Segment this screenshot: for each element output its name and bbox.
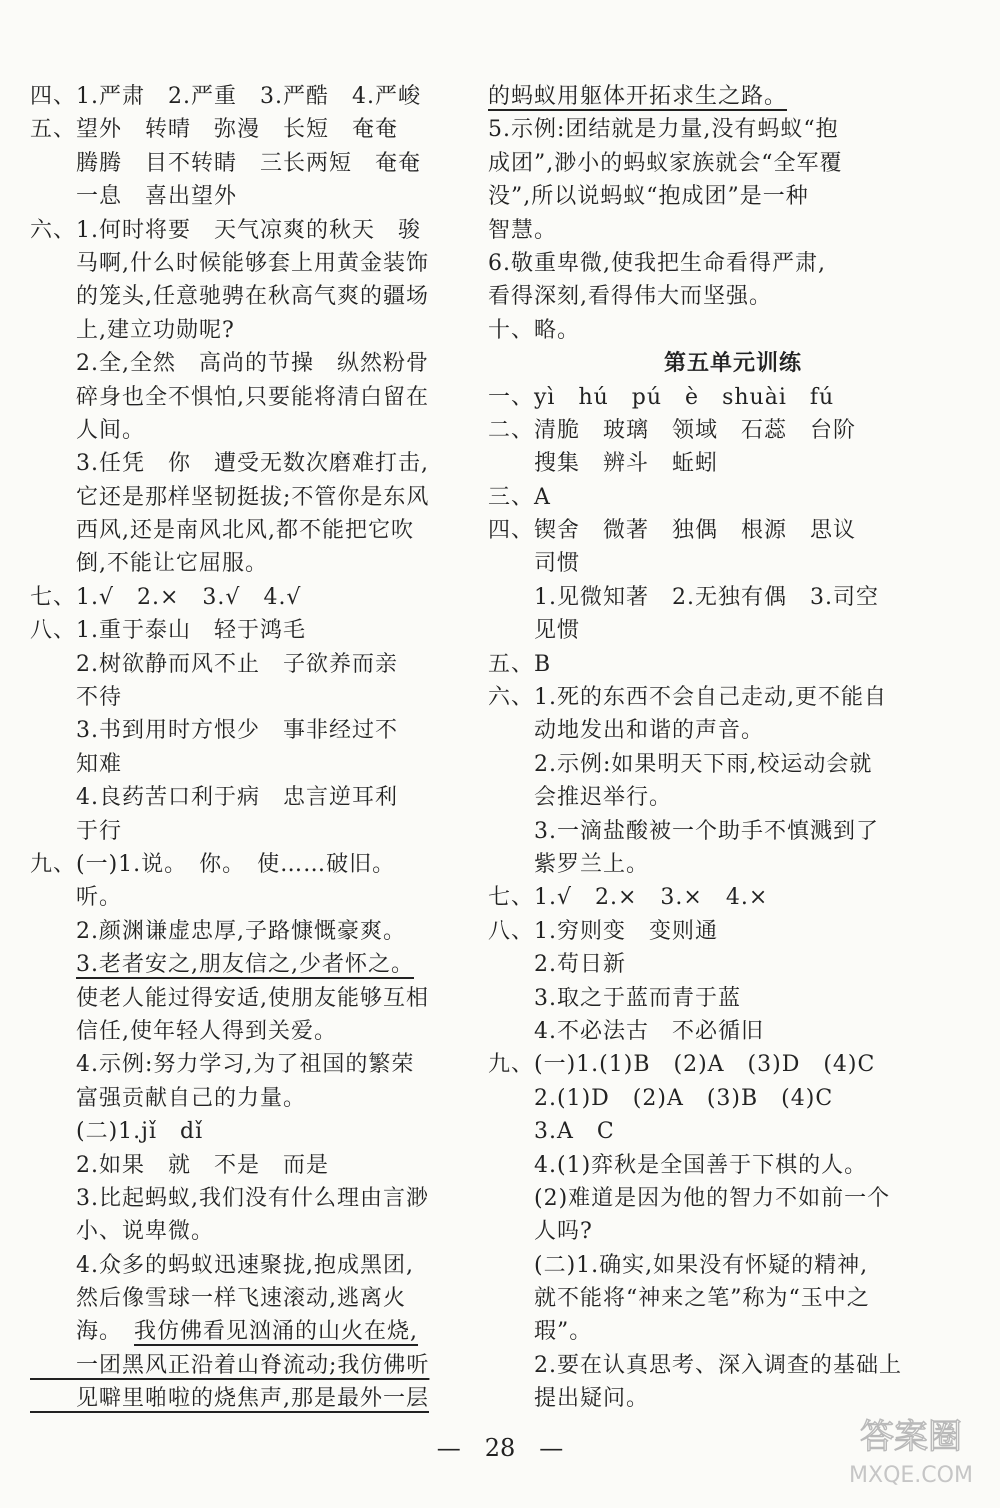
answer-text: 看得深刻,看得伟大而坚强。 <box>488 284 772 310</box>
underlined-text: 的蚂蚁用躯体开拓求生之路。 <box>488 84 788 109</box>
answer-text: (2)难道是因为他的智力不如前一个 <box>488 1185 891 1211</box>
answer-text: (二)1.确实,如果没有怀疑的精神, <box>488 1252 869 1278</box>
answer-text: 四、1.严肃 2.严重 3.严酷 4.严峻 <box>30 84 421 109</box>
answer-line <box>30 1382 475 1415</box>
answer-text: 6.敬重卑微,使我把生命看得严肃, <box>488 250 826 276</box>
answer-text: 十、略。 <box>488 317 581 343</box>
answer-line <box>488 748 978 781</box>
answer-text: 3.一滴盐酸被一个助手不慎溅到了 <box>488 818 879 844</box>
answer-text: 2.示例:如果明天下雨,校运动会就 <box>488 751 873 777</box>
answer-text: 七、1.√ 2.× 3.√ 4.√ <box>30 584 302 610</box>
answer-text: 会推迟举行。 <box>488 785 673 811</box>
answer-text: 二、清脆 玻璃 领域 石蕊 台阶 <box>488 417 857 443</box>
answer-line <box>488 681 978 714</box>
answer-line <box>488 714 978 747</box>
answer-text: 于行 <box>30 818 123 844</box>
answer-line <box>30 815 475 848</box>
answer-line <box>30 1115 475 1148</box>
underlined-text: 3.老者安之,朋友信之,少者怀之。 <box>76 952 414 978</box>
answer-text: 5.示例:团结就是力量,没有蚂蚁“抱 <box>488 117 839 143</box>
answer-line <box>30 381 475 414</box>
answer-line <box>488 280 978 313</box>
answer-line <box>488 80 978 113</box>
answer-line <box>30 180 475 213</box>
answer-line <box>30 581 475 614</box>
answer-text: 搜集 辨斗 蚯蚓 <box>488 451 719 477</box>
answer-line <box>30 982 475 1015</box>
answer-text: 信任,使年轻人得到关爱。 <box>30 1018 337 1044</box>
answer-line <box>488 1082 978 1115</box>
answer-text: 不待 <box>30 685 123 711</box>
answer-line <box>30 1215 475 1248</box>
answer-line <box>488 1249 978 1282</box>
answer-line <box>488 247 978 280</box>
answer-text: 三、A <box>488 484 551 510</box>
answer-text: 然后像雪球一样飞速滚动,逃离火 <box>30 1286 406 1312</box>
answer-text: 3.比起蚂蚁,我们没有什么理由言渺 <box>30 1185 429 1211</box>
answer-line <box>30 1249 475 1282</box>
answer-line <box>488 1282 978 1315</box>
answer-line <box>30 1015 475 1048</box>
answer-text <box>30 952 76 977</box>
answer-line <box>488 614 978 647</box>
answer-text: 2.颜渊谦虚忠厚,子路慷慨豪爽。 <box>30 918 406 944</box>
answer-line <box>488 1115 978 1148</box>
answer-text: 2.(1)D (2)A (3)B (4)C <box>488 1085 834 1111</box>
answer-text: 2.苟日新 <box>488 952 626 978</box>
underlined-text: 我仿佛看见汹涌的山火在烧, <box>134 1319 419 1345</box>
answer-line <box>30 881 475 914</box>
answer-text: 听。 <box>30 885 123 911</box>
answer-line <box>488 381 978 414</box>
answer-line <box>488 881 978 914</box>
answer-line <box>30 347 475 380</box>
svg-text:答案圈: 答案圈 <box>860 1417 962 1457</box>
answer-line <box>30 848 475 881</box>
answer-line <box>30 1082 475 1115</box>
answer-text: 3.任凭 你 遭受无数次磨难打击, <box>30 451 429 477</box>
answer-text: 使老人能过得安适,使朋友能够互相 <box>30 985 429 1011</box>
answer-text: 的笼头,任意驰骋在秋高气爽的疆场 <box>30 284 429 310</box>
answer-text: 五、望外 转晴 弥漫 长短 奄奄 <box>30 117 399 143</box>
answer-text: 提出疑问。 <box>488 1386 650 1412</box>
answer-text: 知难 <box>30 751 123 777</box>
answer-text: 3.A C <box>488 1119 615 1145</box>
answer-line <box>488 781 978 814</box>
answer-text: 六、1.何时将要 天气凉爽的秋天 骏 <box>30 217 421 243</box>
answer-line <box>30 280 475 313</box>
answer-line <box>488 180 978 213</box>
underlined-text: 一团黑风正沿着山脊流动;我仿佛听 <box>30 1352 430 1378</box>
answer-line <box>488 982 978 1015</box>
answer-line <box>488 547 978 580</box>
answer-text: 七、1.√ 2.× 3.× 4.× <box>488 885 769 911</box>
answer-line <box>488 915 978 948</box>
answer-text: 四、锲舍 微著 独偶 根源 思议 <box>488 518 857 544</box>
answer-line <box>30 714 475 747</box>
answer-text: 2.全,全然 高尚的节操 纵然粉骨 <box>30 351 429 377</box>
answer-line <box>488 1315 978 1348</box>
answer-line <box>488 1215 978 1248</box>
answer-line <box>30 614 475 647</box>
answer-line <box>488 1182 978 1215</box>
answer-text: 上,建立功勋呢? <box>30 317 235 343</box>
answer-line <box>30 414 475 447</box>
answer-text: 海。 <box>30 1319 135 1345</box>
answer-line <box>30 113 475 146</box>
answer-line <box>488 1149 978 1182</box>
answer-line <box>488 414 978 447</box>
answer-text: 成团”,渺小的蚂蚁家族就会“全军覆 <box>488 150 843 176</box>
answer-line <box>30 948 475 981</box>
answer-text: 人吗? <box>488 1219 593 1245</box>
answer-line <box>488 1015 978 1048</box>
answer-text: 它还是那样坚韧挺拔;不管你是东风 <box>30 484 430 510</box>
svg-text:MXQE.COM: MXQE.COM <box>849 1463 973 1488</box>
answer-text: 西风,还是南风北风,都不能把它吹 <box>30 518 414 544</box>
answer-text: 六、1.死的东西不会自己走动,更不能自 <box>488 685 887 711</box>
answer-text: 2.要在认真思考、深入调查的基础上 <box>488 1352 902 1378</box>
answer-line <box>30 447 475 480</box>
answer-text: 小、说卑微。 <box>30 1219 215 1245</box>
answer-line <box>30 481 475 514</box>
answer-text: 见惯 <box>488 618 581 644</box>
answer-text: 动地发出和谐的声音。 <box>488 718 765 744</box>
answer-line <box>488 1349 978 1382</box>
section-title <box>488 347 978 380</box>
answer-line <box>30 681 475 714</box>
answer-text: 3.取之于蓝而青于蓝 <box>488 985 741 1011</box>
answer-line <box>30 748 475 781</box>
answer-text: 一息 喜出望外 <box>30 184 238 210</box>
answer-line <box>30 514 475 547</box>
answer-text: 4.(1)弈秋是全国善于下棋的人。 <box>488 1152 868 1178</box>
underlined-text: 见噼里啪啦的烧焦声,那是最外一层 <box>30 1386 429 1412</box>
answer-text: 紫罗兰上。 <box>488 851 650 877</box>
answer-text: 八、1.穷则变 变则通 <box>488 918 718 944</box>
page-number: — 28 — <box>436 1434 564 1462</box>
answer-line <box>30 1149 475 1182</box>
answer-line <box>488 815 978 848</box>
answer-line <box>30 147 475 180</box>
answer-line <box>30 1282 475 1315</box>
answer-line <box>488 848 978 881</box>
answer-text: 就不能将“神来之笔”称为“玉中之 <box>488 1286 870 1312</box>
answer-line <box>30 80 475 113</box>
answer-line <box>30 1349 475 1382</box>
answer-line <box>30 648 475 681</box>
answer-text: 人间。 <box>30 417 146 443</box>
answer-text: 五、B <box>488 651 552 677</box>
answer-text: 倒,不能让它屈服。 <box>30 551 268 577</box>
answer-text: 九、(一)1.(1)B (2)A (3)D (4)C <box>488 1052 876 1078</box>
answer-text: 司惯 <box>488 551 581 577</box>
right-column <box>488 80 978 1416</box>
watermark-logo <box>836 1406 986 1490</box>
answer-text: 马啊,什么时候能够套上用黄金装饰 <box>30 250 429 276</box>
answer-line <box>30 1182 475 1215</box>
answer-text: 瑕”。 <box>488 1319 593 1345</box>
answer-line <box>30 915 475 948</box>
answer-line <box>488 147 978 180</box>
answer-text: 4.示例:努力学习,为了祖国的繁荣 <box>30 1052 415 1078</box>
answer-text: 2.如果 就 不是 而是 <box>30 1152 329 1178</box>
answer-line <box>30 1048 475 1081</box>
answer-text: 没”,所以说蚂蚁“抱成团”是一种 <box>488 184 809 210</box>
answer-text: 4.不必法古 不必循旧 <box>488 1018 764 1044</box>
answer-line <box>30 781 475 814</box>
watermark-icon <box>836 1406 986 1490</box>
answer-text: 腾腾 目不转睛 三长两短 奄奄 <box>30 150 422 176</box>
answer-line <box>488 447 978 480</box>
answer-line <box>488 581 978 614</box>
answer-line <box>30 314 475 347</box>
answer-line <box>488 648 978 681</box>
answer-text: 第五单元训练 <box>663 350 802 377</box>
answer-line <box>488 948 978 981</box>
answer-text: 2.树欲静而风不止 子欲养而亲 <box>30 651 398 677</box>
answer-line <box>488 1048 978 1081</box>
answer-text: 1.见微知著 2.无独有偶 3.司空 <box>488 584 879 610</box>
answer-line <box>488 214 978 247</box>
answer-line <box>30 547 475 580</box>
answer-line <box>30 247 475 280</box>
answer-text: (二)1.jǐ dǐ <box>30 1119 204 1145</box>
answer-line <box>488 514 978 547</box>
left-column <box>30 80 475 1416</box>
answer-line <box>488 314 978 347</box>
answer-line <box>30 1315 475 1348</box>
answer-text: 富强贡献自己的力量。 <box>30 1085 307 1111</box>
answer-text: 4.众多的蚂蚁迅速聚拢,抱成黑团, <box>30 1252 414 1278</box>
answer-text: 4.良药苦口利于病 忠言逆耳利 <box>30 785 398 811</box>
answer-line <box>488 113 978 146</box>
answer-line <box>30 214 475 247</box>
answer-text: 智慧。 <box>488 217 558 243</box>
answer-text: 碎身也全不惧怕,只要能将清白留在 <box>30 384 429 410</box>
answer-text: 九、(一)1.说。 你。 使……破旧。 <box>30 851 396 877</box>
answer-line <box>488 481 978 514</box>
answer-text: 一、yì hú pú è shuài fú <box>488 384 835 410</box>
answer-text: 3.书到用时方恨少 事非经过不 <box>30 718 398 744</box>
answer-text: 八、1.重于泰山 轻于鸿毛 <box>30 618 306 644</box>
